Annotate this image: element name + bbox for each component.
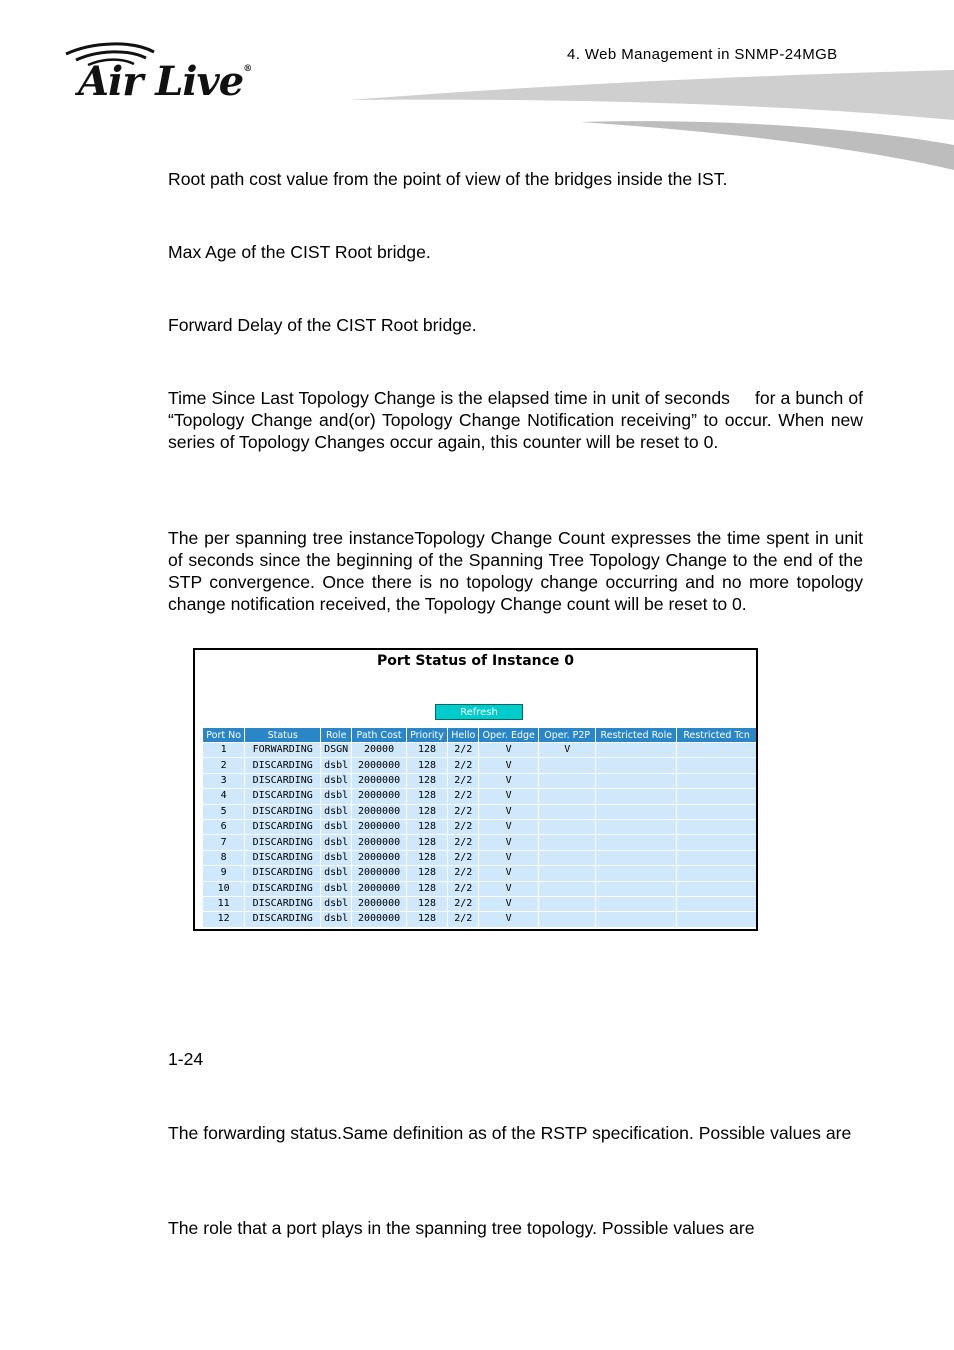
panel-title: Port Status of Instance 0: [376, 653, 575, 669]
table-cell: 8: [203, 851, 244, 865]
table-cell: DISCARDING: [245, 835, 320, 849]
table-cell: [677, 789, 756, 803]
table-row: [203, 897, 756, 911]
table-cell: dsbl: [321, 882, 351, 896]
table-cell: 2/2: [448, 882, 478, 896]
table-cell: 2/2: [448, 743, 478, 757]
column-header: Role: [321, 728, 351, 742]
table-cell: DISCARDING: [245, 851, 320, 865]
table-cell: 2/2: [448, 820, 478, 834]
table-cell: V: [479, 897, 538, 911]
table-row: [203, 851, 756, 865]
table-cell: [539, 820, 596, 834]
table-cell: dsbl: [321, 835, 351, 849]
table-cell: V: [479, 820, 538, 834]
table-cell: [539, 912, 596, 926]
table-cell: [539, 866, 596, 880]
table-row: [203, 820, 756, 834]
table-cell: 2/2: [448, 805, 478, 819]
table-cell: dsbl: [321, 897, 351, 911]
table-cell: [596, 774, 676, 788]
table-cell: 6: [203, 820, 244, 834]
table-cell: DISCARDING: [245, 897, 320, 911]
column-header: Oper. P2P: [539, 728, 596, 742]
column-header: Oper. Edge: [479, 728, 538, 742]
table-cell: V: [479, 789, 538, 803]
table-cell: [677, 866, 756, 880]
column-header: Hello: [448, 728, 478, 742]
table-cell: [596, 758, 676, 772]
table-cell: 2/2: [448, 789, 478, 803]
forward-delay-description: Forward Delay of the CIST Root bridge.: [168, 315, 477, 335]
port-status-table: [202, 727, 757, 928]
table-cell: 2000000: [352, 882, 405, 896]
table-row: [203, 912, 756, 926]
column-header: Port No: [203, 728, 244, 742]
table-cell: 2000000: [352, 835, 405, 849]
table-cell: [677, 882, 756, 896]
root-path-cost-description: Root path cost value from the point of view of the bridges inside the IST.: [168, 169, 728, 189]
table-header-row: [203, 728, 756, 742]
table-cell: [539, 774, 596, 788]
table-cell: [539, 882, 596, 896]
table-cell: [596, 835, 676, 849]
airlive-logo-text: Air Live®: [78, 58, 252, 105]
table-cell: 2/2: [448, 897, 478, 911]
table-cell: [596, 866, 676, 880]
table-cell: 20000: [352, 743, 405, 757]
table-cell: 2000000: [352, 789, 405, 803]
column-header: Path Cost: [352, 728, 405, 742]
table-cell: [596, 882, 676, 896]
table-cell: 2/2: [448, 851, 478, 865]
table-cell: dsbl: [321, 789, 351, 803]
table-cell: DISCARDING: [245, 774, 320, 788]
table-cell: DSGN: [321, 743, 351, 757]
table-cell: 2000000: [352, 866, 405, 880]
max-age-description: Max Age of the CIST Root bridge.: [168, 242, 431, 262]
table-cell: 2000000: [352, 805, 405, 819]
table-cell: [596, 789, 676, 803]
table-cell: V: [479, 758, 538, 772]
table-cell: 128: [407, 866, 447, 880]
table-cell: 2000000: [352, 851, 405, 865]
table-cell: [677, 897, 756, 911]
table-cell: 7: [203, 835, 244, 849]
header-swoosh: [340, 60, 954, 180]
table-cell: V: [479, 774, 538, 788]
table-cell: 11: [203, 897, 244, 911]
table-cell: 2/2: [448, 835, 478, 849]
table-cell: 1: [203, 743, 244, 757]
table-cell: 5: [203, 805, 244, 819]
table-cell: 128: [407, 882, 447, 896]
port-status-field-description: The forwarding status.Same definition as of the RSTP specification. Possible values are: [168, 1123, 852, 1143]
table-cell: V: [479, 882, 538, 896]
table-cell: dsbl: [321, 820, 351, 834]
table-cell: V: [479, 912, 538, 926]
table-cell: V: [479, 743, 538, 757]
table-cell: DISCARDING: [245, 912, 320, 926]
table-cell: DISCARDING: [245, 882, 320, 896]
table-cell: FORWARDING: [245, 743, 320, 757]
table-cell: 128: [407, 820, 447, 834]
table-cell: 3: [203, 774, 244, 788]
table-cell: 128: [407, 835, 447, 849]
table-row: [203, 882, 756, 896]
table-row: [203, 866, 756, 880]
table-cell: 128: [407, 774, 447, 788]
column-header: Restricted Tcn: [677, 728, 756, 742]
table-cell: 128: [407, 758, 447, 772]
table-cell: [539, 851, 596, 865]
table-cell: V: [539, 743, 596, 757]
table-cell: [677, 774, 756, 788]
table-cell: 2/2: [448, 774, 478, 788]
table-row: [203, 805, 756, 819]
table-cell: 4: [203, 789, 244, 803]
table-row: [203, 789, 756, 803]
table-cell: 9: [203, 866, 244, 880]
table-cell: 128: [407, 789, 447, 803]
table-cell: 128: [407, 912, 447, 926]
table-cell: [677, 820, 756, 834]
table-row: [203, 835, 756, 849]
table-cell: 2000000: [352, 820, 405, 834]
table-row: [203, 774, 756, 788]
table-cell: DISCARDING: [245, 866, 320, 880]
table-cell: 2/2: [448, 866, 478, 880]
port-status-panel: [193, 648, 758, 931]
table-row: [203, 758, 756, 772]
table-body: [203, 743, 756, 927]
table-cell: [677, 743, 756, 757]
column-header: Status: [245, 728, 320, 742]
table-cell: [596, 743, 676, 757]
table-cell: 2000000: [352, 912, 405, 926]
table-cell: V: [479, 851, 538, 865]
refresh-button[interactable]: Refresh: [435, 704, 523, 720]
topology-change-count-description: The per spanning tree instanceTopology Change Count expresses the time spent in unit of seconds since the beginning of the Spanning Tree Topology Change to the end of the STP convergence. Once there is no topology change occurring and no more topology change notification received, the Topology Change count will be reset to 0.: [168, 528, 863, 614]
table-cell: DISCARDING: [245, 805, 320, 819]
time-since-topology-change-description: Time Since Last Topology Change is the elapsed time in unit of seconds for a bunch of “Topology Change and(or) Topology Change Notification receiving” to occur. When new series of Topology Changes occur again, this counter will be reset to 0.: [168, 388, 863, 452]
table-cell: 2/2: [448, 912, 478, 926]
table-cell: [596, 897, 676, 911]
table-cell: [596, 912, 676, 926]
table-cell: 2000000: [352, 897, 405, 911]
table-cell: [677, 835, 756, 849]
table-cell: 128: [407, 897, 447, 911]
table-cell: 2/2: [448, 758, 478, 772]
table-cell: V: [479, 805, 538, 819]
table-cell: 128: [407, 851, 447, 865]
table-cell: dsbl: [321, 912, 351, 926]
table-cell: 2: [203, 758, 244, 772]
column-header: Priority: [407, 728, 447, 742]
table-cell: dsbl: [321, 758, 351, 772]
table-cell: [539, 897, 596, 911]
table-cell: [539, 835, 596, 849]
table-cell: [539, 758, 596, 772]
table-cell: DISCARDING: [245, 820, 320, 834]
table-cell: [677, 912, 756, 926]
port-role-field-description: The role that a port plays in the spanning tree topology. Possible values are: [168, 1218, 755, 1238]
table-row: [203, 743, 756, 757]
table-cell: dsbl: [321, 851, 351, 865]
table-cell: V: [479, 866, 538, 880]
table-cell: dsbl: [321, 805, 351, 819]
table-cell: [596, 851, 676, 865]
table-cell: DISCARDING: [245, 789, 320, 803]
table-cell: DISCARDING: [245, 758, 320, 772]
table-cell: [677, 805, 756, 819]
table-cell: 2000000: [352, 774, 405, 788]
table-cell: [596, 820, 676, 834]
table-cell: [596, 805, 676, 819]
table-cell: [539, 789, 596, 803]
table-cell: dsbl: [321, 774, 351, 788]
table-cell: 2000000: [352, 758, 405, 772]
table-cell: [677, 758, 756, 772]
table-cell: V: [479, 835, 538, 849]
table-cell: 128: [407, 805, 447, 819]
table-cell: 12: [203, 912, 244, 926]
table-cell: 10: [203, 882, 244, 896]
column-header: Restricted Role: [596, 728, 676, 742]
table-cell: 128: [407, 743, 447, 757]
table-cell: dsbl: [321, 866, 351, 880]
page-number: 1-24: [168, 1049, 204, 1069]
table-cell: [539, 805, 596, 819]
chapter-header: 4. Web Management in SNMP-24MGB: [567, 46, 838, 63]
table-cell: [677, 851, 756, 865]
